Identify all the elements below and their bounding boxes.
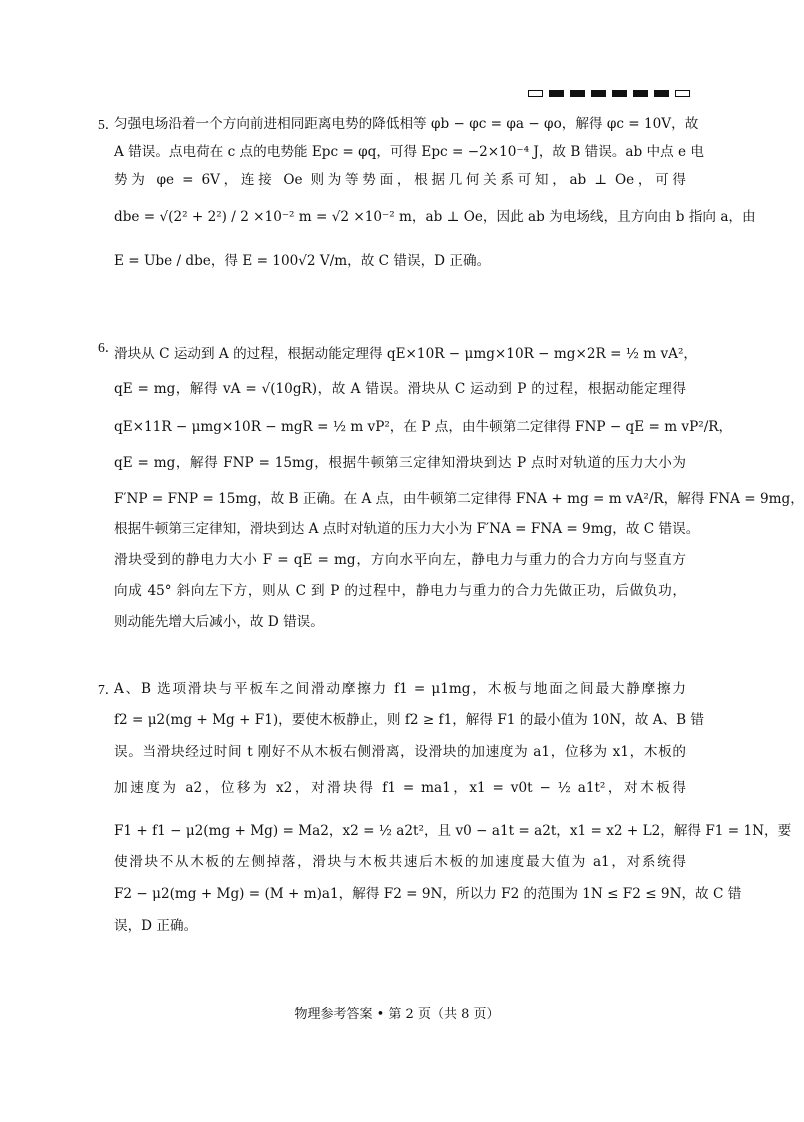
header-mark: [549, 90, 564, 97]
item-line: qE = mg，解得 FNP = 15mg，根据牛顿第三定律知滑块到达 P 点时对轨道的压力大小为: [114, 455, 686, 471]
item-line: 根据牛顿第三定律知，滑块到达 A 点时对轨道的压力大小为 F′NA = FNA = 9mg，故 C 错误。: [114, 521, 700, 537]
answer-item-6: [98, 337, 804, 633]
item-number: 6．: [98, 340, 119, 355]
item-line: 匀强电场沿着一个方向前进相同距离电势的降低相等 φb − φc = φa − φo，解得 φc = 10V，故: [114, 116, 699, 132]
item-line: 势为 φe = 6V，连接 Oe 则为等势面，根据几何关系可知，ab ⊥ Oe，可得: [114, 172, 686, 188]
item-line: A 错误。点电荷在 c 点的电势能 Epc = φq，可得 Epc = −2×10⁻⁴ J，故 B 错误。ab 中点 e 电: [114, 144, 705, 160]
item-line: 则动能先增大后减小，故 D 错误。: [114, 614, 324, 630]
item-line: 误，D 正确。: [114, 918, 198, 934]
item-line: 加速度为 a2，位移为 x2，对滑块得 f1 = ma1，x1 = v0t − ½ a1t²，对木板得: [114, 780, 686, 796]
item-line: 使滑块不从木板的左侧掉落，滑块与木板共速后木板的加速度最大值为 a1，对系统得: [114, 854, 686, 870]
item-number: 5．: [98, 117, 119, 132]
item-line: F1 + f1 − μ2(mg + Mg) = Ma2，x2 = ½ a2t²，且 v0 − a1t = a2t，x1 = x2 + L2，解得 F1 = 1N，要: [114, 823, 792, 839]
item-line: qE×11R − μmg×10R − mgR = ½ m vP²，在 P 点，由牛顿第二定律得 FNP − qE = m vP²/R，: [114, 419, 733, 435]
item-line: 滑块从 C 运动到 A 的过程，根据动能定理得 qE×10R − μmg×10R − mg×2R = ½ m vA²，: [114, 346, 698, 362]
header-mark: [570, 90, 585, 97]
item-line: qE = mg，解得 vA = √(10gR)，故 A 错误。滑块从 C 运动到 P 的过程，根据动能定理得: [114, 381, 686, 397]
item-line: E = Ube / dbe，得 E = 100√2 V/m，故 C 错误，D 正确。: [114, 253, 491, 269]
header-mark: [612, 90, 627, 97]
header-mark: [591, 90, 606, 97]
item-number: 7．: [98, 682, 119, 697]
item-line: 滑块受到的静电力大小 F = qE = mg，方向水平向左，静电力与重力的合力方向与竖直方: [114, 552, 686, 568]
header-mark: [528, 90, 543, 97]
item-line: dbe = √(2² + 2²) / 2 ×10⁻² m = √2 ×10⁻² m，ab ⊥ Oe，因此 ab 为电场线，且方向由 b 指向 a，由: [114, 209, 756, 225]
header-mark: [654, 90, 669, 97]
item-line: 向成 45° 斜向左下方，则从 C 到 P 的过程中，静电力与重力的合力先做正功，后做负功，: [114, 583, 686, 599]
item-line: A、B 选项滑块与平板车之间滑动摩擦力 f1 = μ1mg，木板与地面之间最大静摩擦力: [114, 681, 686, 697]
header-marks: [528, 90, 690, 97]
item-line: F′NP = FNP = 15mg，故 B 正确。在 A 点，由牛顿第二定律得 FNA + mg = m vA²/R，解得 FNA = 9mg，: [114, 491, 804, 507]
item-line: F2 − μ2(mg + Mg) = (M + m)a1，解得 F2 = 9N，所以力 F2 的范围为 1N ≤ F2 ≤ 9N，故 C 错: [114, 886, 742, 902]
item-line: 误。当滑块经过时间 t 刚好不从木板右侧滑离，设滑块的加速度为 a1，位移为 x1，木板的: [114, 744, 686, 760]
answer-item-5: [98, 114, 756, 278]
item-line: f2 = μ2(mg + Mg + F1)，要使木板静止，则 f2 ≥ f1，解得 F1 的最小值为 10N，故 A、B 错: [114, 712, 705, 728]
header-mark: [675, 90, 690, 97]
page-footer: 物理参考答案 • 第 2 页（共 8 页）: [294, 1007, 500, 1022]
header-mark: [633, 90, 648, 97]
answer-item-7: [98, 679, 792, 937]
